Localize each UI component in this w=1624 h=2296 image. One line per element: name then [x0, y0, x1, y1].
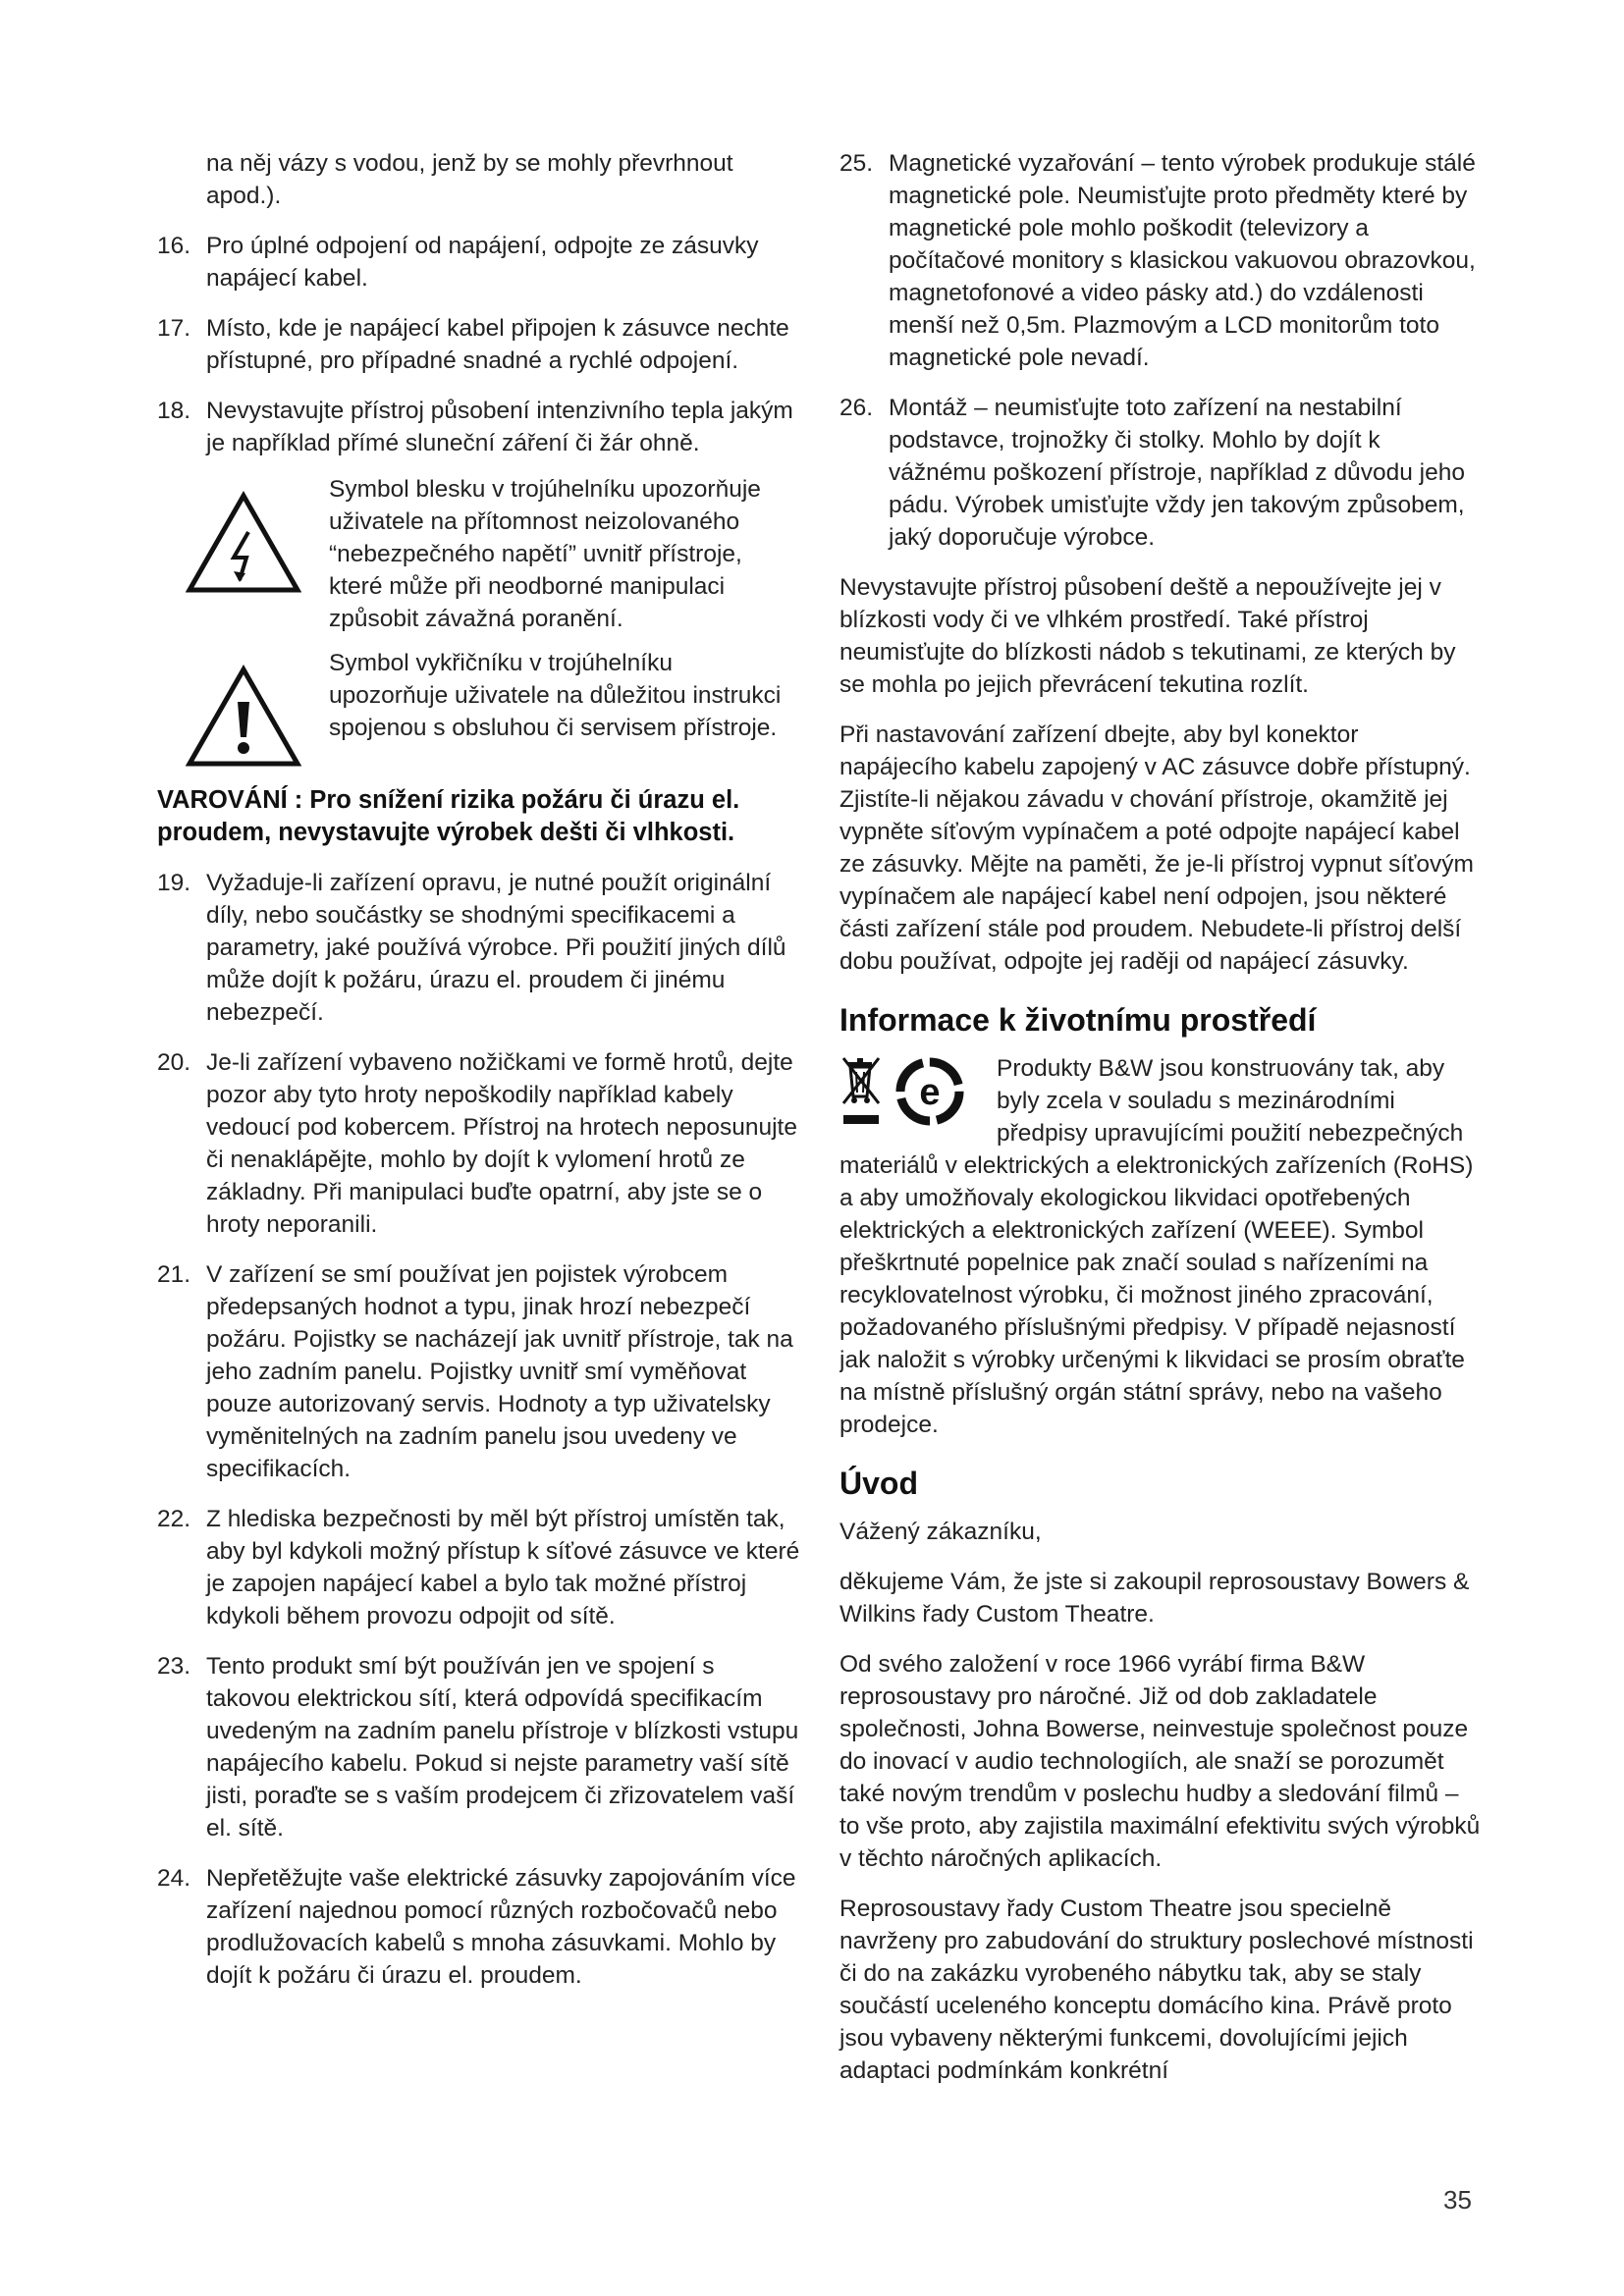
list-item-number: 25.	[839, 150, 874, 177]
lightning-symbol-block	[157, 473, 800, 635]
list-item	[157, 867, 800, 1029]
crossed-bin-icon	[839, 1052, 883, 1140]
exclamation-warning-icon	[157, 647, 329, 769]
list-item	[157, 1650, 800, 1844]
list-item-text: Z hlediska bezpečnosti by měl být přístroj umístěn tak, aby byl kdykoli možný přístup k síťové zásuvce ve které je zapojen napájecí kabel a bylo tak možné přístroj kdykoli během provozu odpojit od sítě.	[206, 1506, 800, 1629]
paragraph: děkujeme Vám, že jste si zakoupil reprosoustavy Bowers & Wilkins řady Custom Theatre.	[839, 1569, 1470, 1628]
list-item	[839, 392, 1483, 554]
lightning-warning-icon	[157, 473, 329, 635]
list-item-number: 22.	[157, 1506, 191, 1532]
paragraph: Od svého založení v roce 1966 vyrábí firma B&W reprosoustavy pro náročné. Již od dob zakladatele společnosti, Johna Bowerse, neinvestuje společnost pouze do inovací v audio technologiích, ale snaží se porozumět také novým trendům v poslechu hudby a sledování filmů – to vše proto, aby zajistila maximální efektivitu svých výrobků v těchto náročných aplikacích.	[839, 1651, 1481, 1872]
paragraph: Nevystavujte přístroj působení deště a nepoužívejte jej v blízkosti vody či ve vlhkém prostředí. Také přístroj neumisťujte do blízkosti nádob s tekutinami, ze kterých by se mohla po jejich převrácení tekutina rozlít.	[839, 574, 1456, 698]
list-item-text: V zařízení se smí používat jen pojistek výrobcem předepsaných hodnot a typu, jinak hrozí nebezpečí požáru. Pojistky se nacházejí jak uvnitř přístroje, tak na jeho zadním panelu. Pojistky uvnitř smí vyměňovat pouze autorizovaný servis. Hodnoty a typ uživatelsky vyměnitelných na zadním panelu jsou uvedeny ve specifikacích.	[206, 1261, 793, 1482]
list-item	[157, 1258, 800, 1485]
list-item	[157, 230, 800, 294]
list-item-number: 24.	[157, 1865, 191, 1892]
right-column	[839, 147, 1483, 2105]
list-item-text: Je-li zařízení vybaveno nožičkami ve formě hrotů, dejte pozor aby tyto hroty nepoškodily například kabely vedoucí pod kobercem. Přístroj na hrotech neposunujte či nenaklápějte, mohlo by dojít k vylomení hrotů ze základny. Při manipulaci buďte opatrní, aby jste se o hroty neporanili.	[206, 1049, 797, 1238]
list-item-number: 18.	[157, 398, 191, 424]
list-item-text: Nepřetěžujte vaše elektrické zásuvky zapojováním více zařízení najednou pomocí různých rozbočovačů nebo prodlužovacích kabelů s mnoha zásuvkami. Mohlo by dojít k požáru či úrazu el. proudem.	[206, 1865, 796, 1989]
exclamation-symbol-text: Symbol vykřičníku v trojúhelníku upozorňuje uživatele na důležitou instrukci spojenou s obsluhou či servisem přístroje.	[329, 650, 782, 741]
environment-text: Produkty B&W jsou konstruovány tak, aby byly zcela v souladu s mezinárodními předpisy upravujícími použití nebezpečných materiálů v elektrických a elektronických zařízeních (RoHS) a aby umožňovaly ekologickou likvidaci opotřebených elektrických a elektronických zařízení (WEEE). Symbol přeškrtnuté popelnice pak značí soulad s nařízeními na recyklovatelnost výrobku, či možnost jiného zpracování, požadovaného příslušnými předpisy. V případě nejasností jak naložit s výrobky určenými k likvidaci se prosím obraťte na místně příslušný orgán státní správy, nebo na vašeho prodejce.	[839, 1055, 1474, 1438]
continued-item-text: na něj vázy s vodou, jenž by se mohly převrhnout apod.).	[206, 150, 733, 209]
lightning-symbol-text: Symbol blesku v trojúhelníku upozorňuje uživatele na přítomnost neizolovaného “nebezpečného napětí” uvnitř přístroje, které může při neodborné manipulaci způsobit závažná poranění.	[329, 476, 761, 632]
fire-warning: VAROVÁNÍ : Pro snížení rizika požáru či úrazu el. proudem, nevystavujte výrobek dešti či vlhkosti.	[157, 786, 740, 846]
list-item-text: Tento produkt smí být používán jen ve spojení s takovou elektrickou sítí, která odpovídá specifikacím uvedeným na zadním panelu přístroje v blízkosti vstupu napájecího kabelu. Pokud si nejste parametry vaší sítě jisti, poraďte se s vaším prodejcem či zřizovatelem vaší el. sítě.	[206, 1653, 799, 1842]
environment-section	[839, 1052, 1483, 1441]
list-item	[157, 1503, 800, 1632]
list-item-text: Magnetické vyzařování – tento výrobek produkuje stálé magnetické pole. Neumisťujte proto předměty které by magnetické pole mohlo poškodit (televizory a počítačové monitory s klasickou vakuovou obrazovkou, magnetofonové a video pásky atd.) do vzdálenosti menší než 0,5m. Plazmovým a LCD monitorům toto magnetické pole nevadí.	[889, 150, 1476, 371]
recycle-e-icon	[891, 1052, 969, 1140]
list-item-text: Pro úplné odpojení od napájení, odpojte ze zásuvky napájecí kabel.	[206, 233, 759, 292]
list-item-number: 16.	[157, 233, 191, 259]
paragraph: Vážený zákazníku,	[839, 1519, 1042, 1545]
left-column	[157, 147, 800, 2009]
list-item-number: 17.	[157, 315, 191, 342]
environment-icons	[839, 1052, 997, 1135]
list-item	[157, 312, 800, 377]
exclamation-symbol-block	[157, 647, 800, 769]
environment-heading: Informace k životnímu prostředí	[839, 1002, 1317, 1038]
list-item-text: Montáž – neumisťujte toto zařízení na nestabilní podstavce, trojnožky či stolky. Mohlo by dojít k vážnému poškození přístroje, například z důvodu jeho pádu. Výrobek umisťujte vždy jen takovým způsobem, jaký doporučuje výrobce.	[889, 395, 1465, 551]
paragraph: Reprosoustavy řady Custom Theatre jsou specielně navrženy pro zabudování do struktury poslechové místnosti či do na zakázku vyrobeného nábytku tak, aby se staly součástí uceleného konceptu domácího kina. Právě proto jsou vybaveny některými funkcemi, dovolujícími jejich adaptaci podmínkám konkrétní	[839, 1896, 1474, 2084]
list-item-text: Vyžaduje-li zařízení opravu, je nutné použít originální díly, nebo součástky se shodnými specifikacemi a parametry, jaké používá výrobce. Při použití jiných dílů může dojít k požáru, úrazu el. proudem či jinému nebezpečí.	[206, 870, 786, 1026]
svg-text:e: e	[919, 1072, 941, 1113]
list-item	[157, 1046, 800, 1241]
list-item-text: Nevystavujte přístroj působení intenzivního tepla jakým je například přímé sluneční záření či žár ohně.	[206, 398, 793, 456]
list-item-number: 26.	[839, 395, 874, 421]
list-item	[157, 1862, 800, 1992]
list-item-number: 20.	[157, 1049, 191, 1076]
intro-heading: Úvod	[839, 1466, 918, 1501]
list-item	[839, 147, 1483, 374]
paragraph: Při nastavování zařízení dbejte, aby byl konektor napájecího kabelu zapojený v AC zásuvce dobře přístupný. Zjistíte-li nějakou závadu v chování přístroje, okamžitě jej vypněte síťovým vypínačem a poté odpojte napájecí kabel ze zásuvky. Mějte na paměti, že je-li přístroj vypnut síťovým vypínačem ale napájecí kabel není odpojen, jsou některé části zařízení stále pod proudem. Nebudete-li přístroj delší dobu používat, odpojte jej raději od napájecí zásuvky.	[839, 721, 1474, 975]
list-item-number: 21.	[157, 1261, 191, 1288]
list-item	[157, 395, 800, 459]
list-item-number: 19.	[157, 870, 191, 896]
page-number: 35	[1443, 2185, 1472, 2215]
list-item-text: Místo, kde je napájecí kabel připojen k zásuvce nechte přístupné, pro případné snadné a rychlé odpojení.	[206, 315, 789, 374]
list-item-number: 23.	[157, 1653, 191, 1680]
